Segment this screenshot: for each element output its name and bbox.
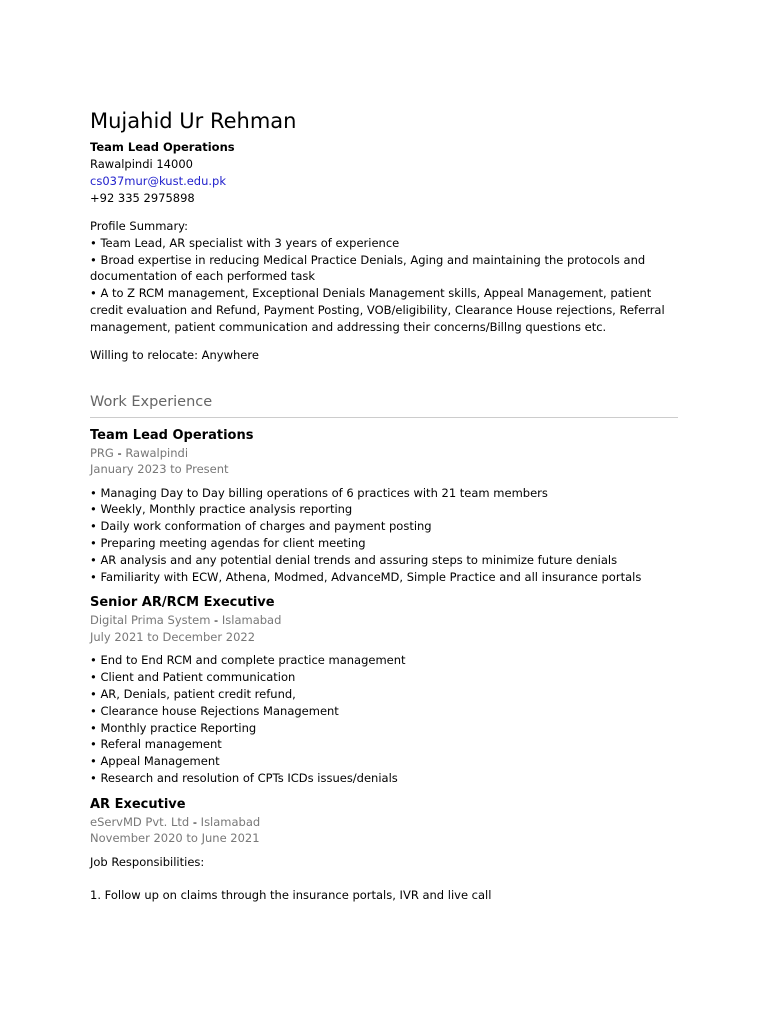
job-entry [90, 426, 678, 586]
resume [90, 104, 678, 904]
responsibilities-label: Job Responsibilities: [90, 854, 205, 869]
job-employer [90, 612, 678, 629]
summary-heading: Profile Summary: [90, 219, 189, 233]
duty-item: • Referal management [90, 737, 222, 752]
job-employer [90, 445, 678, 462]
job-responsibilities [90, 854, 678, 904]
duty-item: • Preparing meeting agendas for client meeting [90, 535, 366, 550]
phone: +92 335 2975898 [90, 191, 195, 205]
summary-item: • A to Z RCM management, Exceptional Denials Management skills, Appeal Management, patient credit evaluation and Refund, Payment Posting, VOB/eligibility, Clearance House rejections, Referral management, patient communication and addressing their concerns/Billng questions etc. [90, 286, 665, 334]
email-line [90, 173, 678, 190]
job-dates: January 2023 to Present [90, 462, 229, 477]
job-duties [90, 652, 678, 786]
candidate-name: Mujahid Ur Rehman [90, 109, 297, 133]
duty-item: • Managing Day to Day billing operations of 6 practices with 21 team members [90, 485, 548, 500]
job-employer [90, 814, 678, 831]
duty-item: • Familiarity with ECW, Athena, Modmed, AdvanceMD, Simple Practice and all insurance portals [90, 569, 642, 584]
job-city: Islamabad [221, 613, 282, 628]
job-title: AR Executive [90, 796, 186, 812]
spacer [90, 871, 678, 888]
duty-item: • Appeal Management [90, 754, 220, 769]
company-name: PRG [90, 445, 114, 460]
job-city: Islamabad [200, 814, 261, 829]
duty-item: • Weekly, Monthly practice analysis reporting [90, 502, 353, 517]
duty-item: • AR analysis and any potential denial trends and assuring steps to minimize future denials [90, 552, 618, 567]
separator: - [189, 814, 201, 829]
job-title: Team Lead Operations [90, 427, 254, 443]
email-link[interactable]: cs037mur@kust.edu.pk [90, 174, 227, 188]
duty-item: • AR, Denials, patient credit refund, [90, 686, 296, 701]
separator: - [210, 613, 222, 628]
headline: Team Lead Operations [90, 140, 235, 154]
company-name: eServMD Pvt. Ltd [90, 814, 190, 829]
company-name: Digital Prima System [90, 613, 211, 628]
profile-summary [90, 218, 678, 336]
job-city: Rawalpindi [125, 445, 189, 460]
summary-item: • Broad expertise in reducing Medical Practice Denials, Aging and maintaining the protocols and documentation of each performed task [90, 252, 646, 284]
duty-item: • Client and Patient communication [90, 670, 296, 685]
duty-item: • Research and resolution of CPTs ICDs issues/denials [90, 770, 398, 785]
duty-item: • Clearance house Rejections Management [90, 703, 339, 718]
work-experience-heading: Work Experience [90, 391, 678, 418]
duty-item: • Monthly practice Reporting [90, 720, 257, 735]
job-duties [90, 485, 678, 586]
summary-item: • Team Lead, AR specialist with 3 years of experience [90, 235, 400, 250]
separator: - [113, 445, 126, 460]
location: Rawalpindi 14000 [90, 157, 193, 171]
duty-item: • End to End RCM and complete practice management [90, 653, 406, 668]
responsibility-item: 1. Follow up on claims through the insurance portals, IVR and live call [90, 888, 492, 903]
job-dates: November 2020 to June 2021 [90, 831, 260, 846]
relocation-preference: Willing to relocate: Anywhere [90, 347, 259, 362]
job-title: Senior AR/RCM Executive [90, 595, 275, 611]
duty-item: • Daily work conformation of charges and payment posting [90, 519, 432, 534]
job-dates: July 2021 to December 2022 [90, 629, 256, 644]
job-entry [90, 795, 678, 904]
job-entry [90, 593, 678, 786]
